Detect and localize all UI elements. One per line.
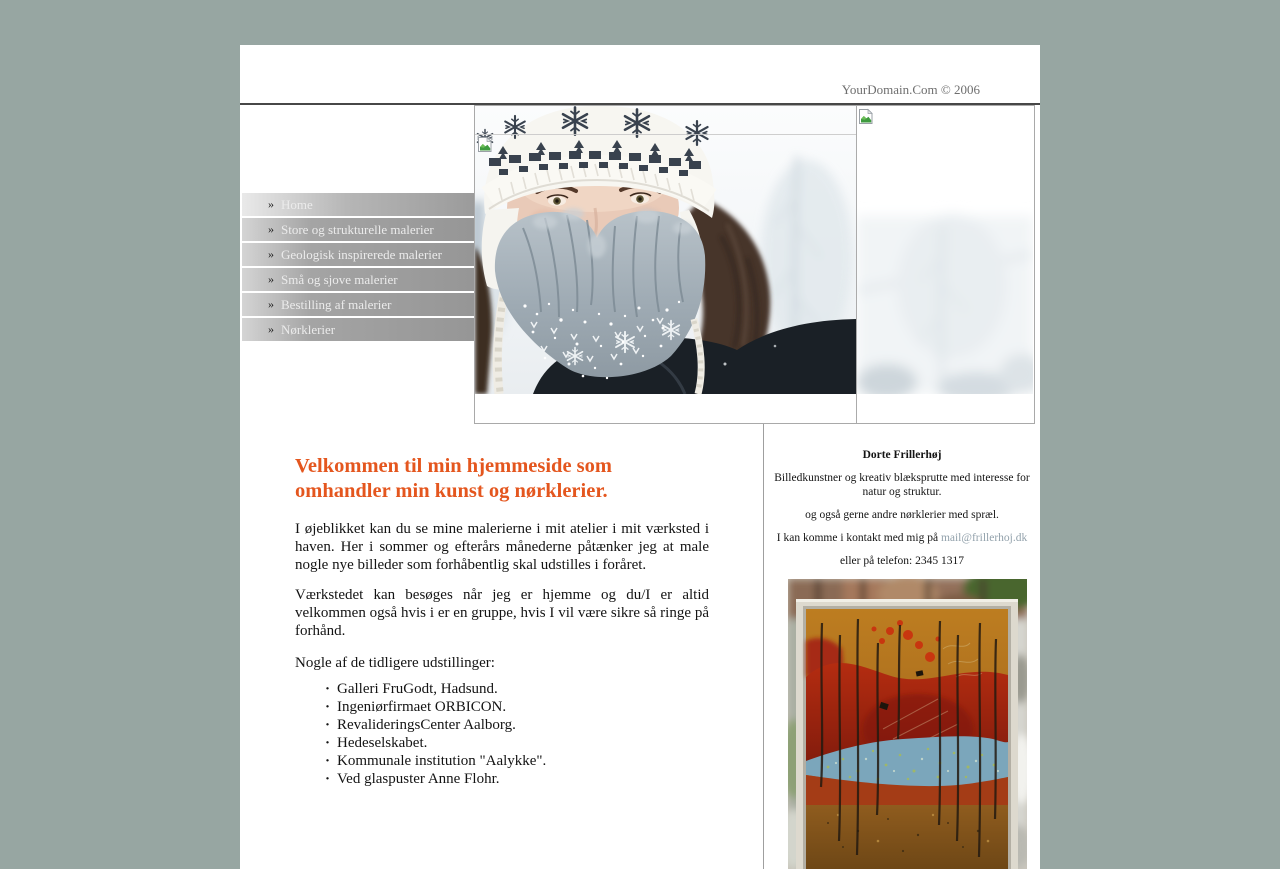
main-menu	[242, 193, 474, 341]
sidebar	[240, 105, 474, 424]
exhibition-item: · Kommunale institution "Aalykke".	[325, 752, 709, 770]
menu-item-marker-icon: »	[268, 247, 274, 261]
artist-name: Dorte Frillerhøj	[862, 449, 942, 461]
main-column	[240, 424, 764, 869]
exhibition-item: · RevalideringsCenter Aalborg.	[325, 716, 709, 734]
banner-row	[240, 105, 1040, 424]
contact-text: I kan komme i kontakt med mig på	[776, 532, 941, 544]
content-row	[240, 424, 1040, 869]
exhibition-item: · Ingeniørfirmaet ORBICON.	[325, 698, 709, 716]
snowy-landscape-photo	[857, 106, 1034, 423]
menu-item[interactable]	[242, 318, 474, 341]
page-title: Velkommen til min hjemmeside som omhandler min kunst og nørklerier.	[295, 455, 612, 502]
menu-item-marker-icon: »	[268, 322, 274, 336]
menu-item[interactable]	[242, 243, 474, 266]
winter-portrait-photo	[475, 106, 857, 423]
menu-item-label: Små og sjove malerier	[281, 271, 398, 287]
artist-about-2: og også gerne andre nørklerier med spræl.	[805, 509, 999, 521]
menu-item-marker-icon: »	[268, 197, 274, 211]
banner-image-box	[474, 105, 1035, 424]
artist-phone: eller på telefon: 2345 1317	[840, 555, 964, 567]
menu-item-label: Nørklerier	[281, 321, 336, 337]
page-wrapper	[240, 0, 1040, 869]
menu-item-label: Home	[281, 196, 313, 212]
menu-item-label: Bestilling af malerier	[281, 296, 392, 312]
paragraph: Værkstedet kan besøges når jeg er hjemme og du/I er altid velkommen også hvis i er en gruppe, hvis I vil være sikre så ringe på forhånd.	[295, 587, 709, 639]
menu-item[interactable]	[242, 218, 474, 241]
artist-contact	[773, 531, 1031, 545]
exhibition-item: · Ved glaspuster Anne Flohr.	[325, 770, 709, 788]
abstract-painting-photo	[788, 579, 1027, 869]
menu-item-marker-icon: »	[268, 272, 274, 286]
page-header	[240, 45, 1040, 103]
menu-item[interactable]	[242, 268, 474, 291]
artist-about-1: Billedkunstner og kreativ blæksprutte med interesse for natur og struktur.	[774, 472, 1030, 498]
menu-item-label: Store og strukturelle malerier	[281, 221, 434, 237]
exhibition-item: · Galleri FruGodt, Hadsund.	[325, 680, 709, 698]
paragraph: I øjeblikket kan du se mine malerierne i mit atelier i mit værksted i haven. Her i sommer og efterårs månederne påtænker jeg at male nogle nye billeder som forhåbentlig skal udstilles i foråret.	[295, 521, 709, 573]
menu-item-marker-icon: »	[268, 222, 274, 236]
menu-item[interactable]	[242, 193, 474, 216]
profile-column	[764, 424, 1040, 869]
exhibition-item: · Hedeselskabet.	[325, 734, 709, 752]
winter-portrait-illustration	[475, 106, 856, 394]
broken-image-icon	[860, 110, 873, 124]
exhibitions-intro: Nogle af de tidligere udstillinger:	[295, 655, 495, 671]
menu-item-label: Geologisk inspirerede malerier	[281, 246, 442, 262]
snowy-landscape-illustration	[857, 106, 1033, 394]
broken-image-icon	[479, 138, 492, 152]
content-panel	[240, 45, 1040, 869]
exhibitions-list	[295, 680, 709, 788]
intro-paragraphs	[295, 520, 709, 640]
copyright-text: YourDomain.Com © 2006	[841, 82, 980, 97]
menu-item-marker-icon: »	[268, 297, 274, 311]
abstract-painting-illustration	[788, 579, 1027, 869]
email-link[interactable]: mail@frillerhoj.dk	[940, 532, 1028, 544]
menu-item[interactable]	[242, 293, 474, 316]
